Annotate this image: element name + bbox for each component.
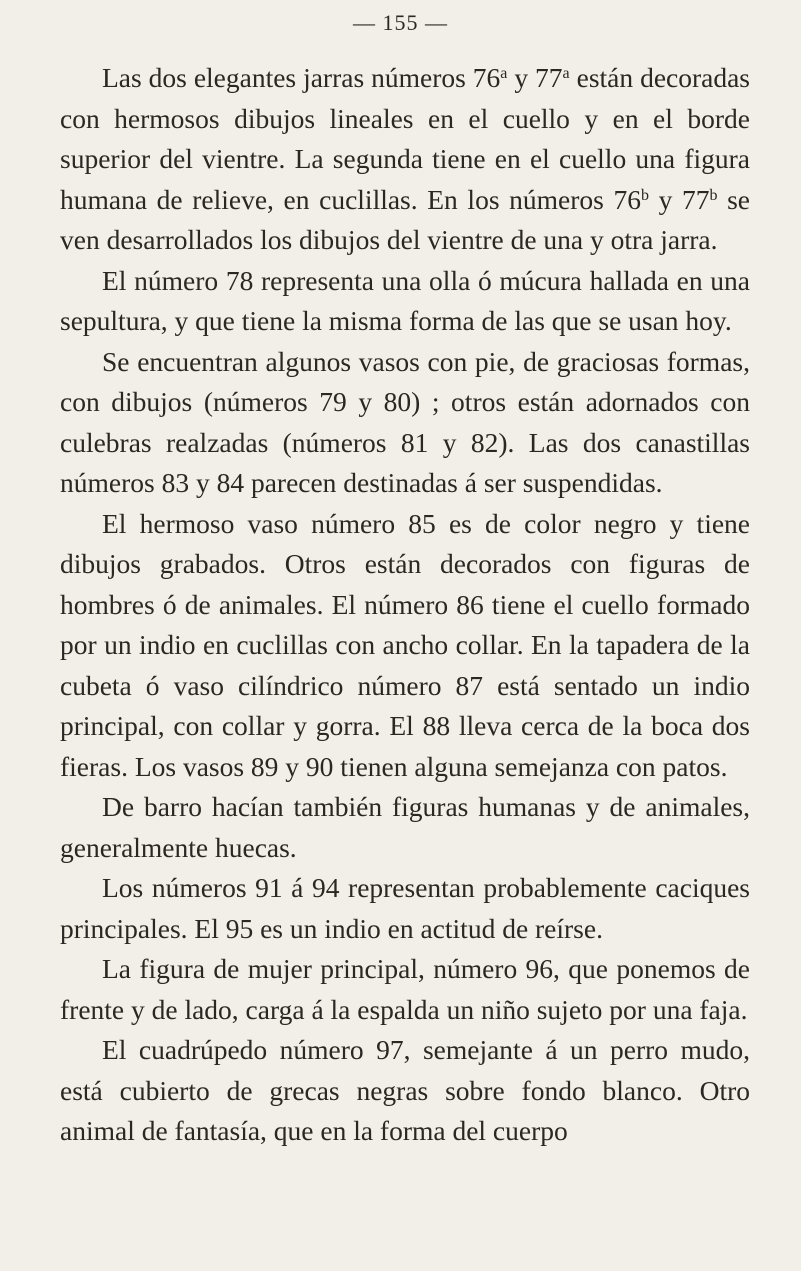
- paragraph-2: El número 78 representa una olla ó múcura hallada en una sepultura, y que tiene la misma forma de las que se usan hoy.: [60, 264, 750, 336]
- paragraph-3: Se encuentran algunos vasos con pie, de graciosas formas, con dibujos (números 79 y 80) ; otros están adornados con culebras realzadas (números 81 y 82). Las dos canastillas números 83 y 84 parecen destinadas á ser suspendidas.: [60, 345, 750, 498]
- text-run: están decoradas con hermosos dibujos lineales en el cuello y en el borde superior del vientre. La segunda tiene en el cuello una figura humana de relieve, en cuclillas. En los números 76: [60, 62, 751, 215]
- body-text: [60, 58, 750, 1152]
- text-run: se ven desarrollados los dibujos del vientre de una y otra jarra.: [60, 183, 750, 255]
- text-run: y 77: [648, 183, 710, 215]
- paragraph-8: El cuadrúpedo número 97, semejante á un perro mudo, está cubierto de grecas negras sobre fondo blanco. Otro animal de fantasía, que en la forma del cuerpo: [60, 1034, 750, 1146]
- superscript: a: [562, 65, 570, 82]
- text-run: Las dos elegantes jarras números 76: [102, 62, 501, 93]
- paragraph-5: De barro hacían también figuras humanas y de animales, generalmente huecas.: [60, 791, 750, 863]
- text-run: y 77: [507, 62, 563, 93]
- paragraph-7: La figura de mujer principal, número 96, que ponemos de frente y de lado, carga á la espalda un niño sujeto por una faja.: [60, 953, 750, 1025]
- paragraph-1: [60, 58, 750, 261]
- superscript: a: [500, 65, 508, 82]
- paragraph-4: El hermoso vaso número 85 es de color negro y tiene dibujos grabados. Otros están decorados con figuras de hombres ó de animales. El número 86 tiene el cuello formado por un indio en cuclillas con ancho collar. En la tapadera de la cubeta ó vaso cilíndrico número 87 está sentado un indio principal, con collar y gorra. El 88 lleva cerca de la boca dos fieras. Los vasos 89 y 90 tienen alguna semejanza con patos.: [60, 507, 750, 782]
- paragraph-6: Los números 91 á 94 representan probablemente caciques principales. El 95 es un indio en actitud de reírse.: [60, 872, 750, 944]
- page-number: — 155 —: [353, 10, 448, 35]
- superscript: b: [709, 186, 718, 204]
- superscript: b: [640, 186, 649, 204]
